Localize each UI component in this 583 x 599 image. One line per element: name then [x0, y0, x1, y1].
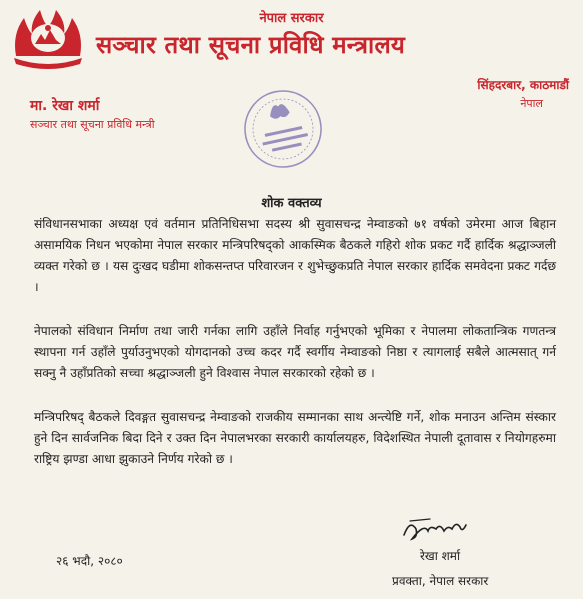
ministry-seal-icon — [240, 86, 326, 172]
statement-heading: शोक वक्तव्य — [261, 196, 322, 211]
statement-paragraph-3: मन्त्रिपरिषद् बैठकले दिवङ्गत सुवासचन्द्र नेम्वाङको राजकीय सम्मानका साथ अन्त्येष्टि गर्ने, शोक मनाउन अन्तिम संस्कार हुने दिन सार्वजनिक बिदा दिने र उक्त दिन नेपालभरका सरकारी कार्यालयहरु, विदेशस्थित नेपाली दूतावास र नियोगहरुमा राष्ट्रिय झण्डा आधा झुकाउने निर्णय गरेको छ । — [34, 410, 556, 466]
address-line-1: सिंहदरबार, काठमाडौं — [477, 78, 569, 92]
signatory-name: रेखा शर्मा — [420, 549, 461, 563]
signature-icon — [400, 515, 470, 543]
minister-title: सञ्चार तथा सूचना प्रविधि मन्त्री — [30, 118, 155, 131]
signatory-title: प्रवक्ता, नेपाल सरकार — [392, 574, 489, 588]
ministry-name: सञ्चार तथा सूचना प्रविधि मन्त्रालय — [96, 31, 406, 59]
statement-paragraph-2: नेपालको संविधान निर्माण तथा जारी गर्नका लागि उहाँले निर्वाह गर्नुभएको भूमिका र नेपालमा लोकतान्त्रिक गणतन्त्र स्थापना गर्न उहाँले पुर्याउनुभएको योगदानको उच्च कदर गर्दै स्वर्गीय नेम्वाङको निष्ठा र त्यागलाई सबैले आत्मसात् गर्न सक्नु नै उहाँप्रतिको सच्चा श्रद्धाञ्जली हुने विश्वास नेपाल सरकारको रहेको छ । — [34, 324, 556, 380]
statement-date: २६ भदौ, २०८० — [56, 554, 123, 568]
government-name: नेपाल सरकार — [259, 11, 324, 26]
minister-name: मा. रेखा शर्मा — [30, 98, 100, 114]
statement-paragraph-1: संविधानसभाका अध्यक्ष एवं वर्तमान प्रतिनिधिसभा सदस्य श्री सुवासचन्द्र नेम्वाङको ७१ वर्षको उमेरमा आज बिहान असामयिक निधन भएकोमा नेपाल सरकार मन्त्रिपरिषद्को आकस्मिक बैठकले गहिरो शोक प्रकट गर्दै हार्दिक श्रद्धाञ्जली व्यक्त गरेको छ । यस दुःखद घडीमा शोकसन्तप्त परिवारजन र शुभेच्छुकप्रति नेपाल सरकार हार्दिक समवेदना प्रकट गर्दछ । — [34, 217, 556, 294]
address-line-2: नेपाल — [520, 97, 543, 110]
